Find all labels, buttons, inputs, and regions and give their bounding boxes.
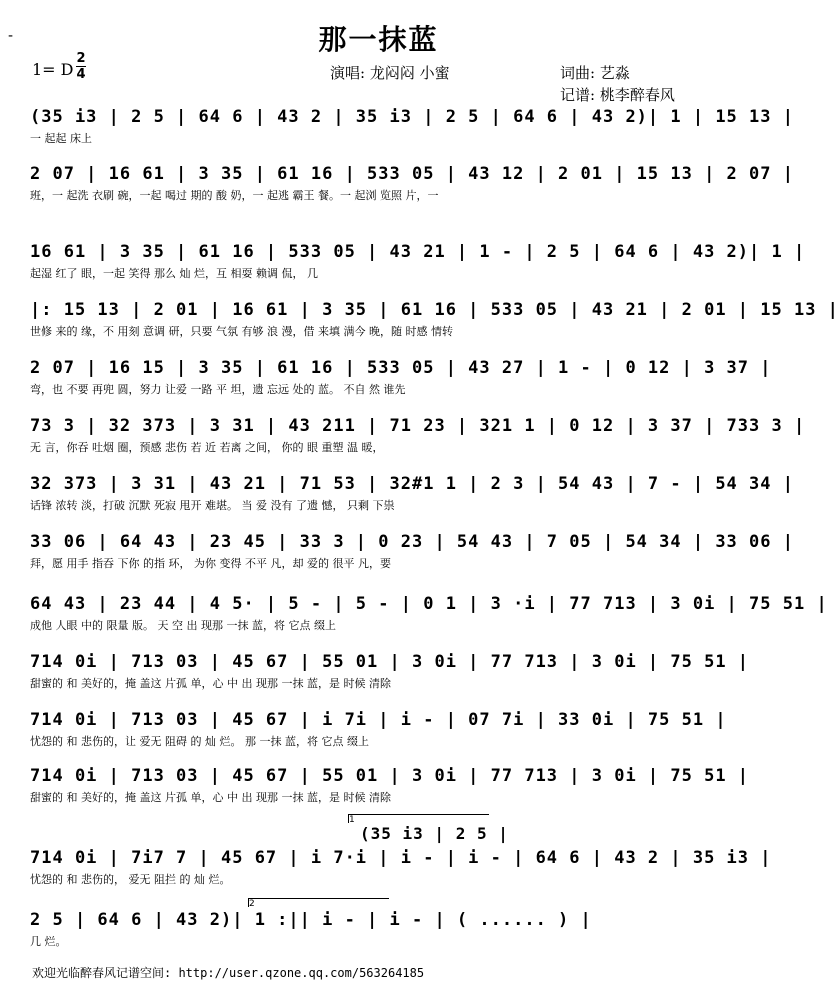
- singers-credit: 演唱: 龙闷闷 小蜜: [330, 64, 450, 82]
- notation-row: 16 61 | 3 35 | 61 16 | 533 05 | 43 21 | 1 - | 2 5 | 64 6 | 43 2)| 1 |: [30, 242, 806, 262]
- lyric-row: 无 言，你吞 吐烟 圈，预感 悲伤 若 近 若离 之间， 你的 眼 重塑 温 暖，: [30, 441, 384, 454]
- lyric-row: 忧怨的 和 悲伤的，让 爱无 阻碍 的 灿 烂。 那 一抹 蓝，将 它点 缀上: [30, 735, 369, 748]
- lyric-row: 弯，也 不要 再兜 圆，努力 让爱 一路 平 坦，遗 忘远 处的 蓝。 不自 然 谁先: [30, 383, 406, 396]
- notation-row: 714 0i | 7i7 7 | 45 67 | i 7·i | i - | i - | 64 6 | 43 2 | 35 i3 |: [30, 848, 772, 868]
- transcriber-credit: 记谱: 桃李醉春风: [560, 86, 675, 104]
- notation-row: 73 3 | 32 373 | 3 31 | 43 211 | 71 23 | 321 1 | 0 12 | 3 37 | 733 3 |: [30, 416, 806, 436]
- notation-row: 32 373 | 3 31 | 43 21 | 71 53 | 32#1 1 | 2 3 | 54 43 | 7 - | 54 34 |: [30, 474, 794, 494]
- notation-row: 2 07 | 16 15 | 3 35 | 61 16 | 533 05 | 43 27 | 1 - | 0 12 | 3 37 |: [30, 358, 772, 378]
- margin-dash: -: [8, 28, 14, 44]
- footer-link[interactable]: 欢迎光临醉春风记谱空间: http://user.qzone.qq.com/563264185: [32, 966, 425, 980]
- notation-row: 64 43 | 23 44 | 4 5· | 5 - | 5 - | 0 1 | 3 ·i | 77 713 | 3 0i | 75 51 |: [30, 594, 828, 614]
- notation-row: (35 i3 | 2 5 | 64 6 | 43 2 | 35 i3 | 2 5 | 64 6 | 43 2)| 1 | 15 13 |: [30, 107, 794, 127]
- notation-row: |: 15 13 | 2 01 | 16 61 | 3 35 | 61 16 | 533 05 | 43 21 | 2 01 | 15 13 |: [30, 300, 839, 320]
- lyric-row: 世修 来的 缘，不 用刻 意调 研，只要 气氛 有够 浪 漫，借 来填 满今 晚，随 时感 情转: [30, 325, 453, 338]
- lyric-row: 甜蜜的 和 美好的，掩 盖这 片孤 单，心 中 出 现那 一抹 蓝，是 时候 清除: [30, 791, 391, 804]
- key-signature: 1= D: [32, 60, 74, 79]
- lyric-row: 几 烂。: [30, 935, 67, 948]
- time-denominator: 4: [76, 67, 86, 82]
- page-title: 那一抹蓝: [318, 23, 439, 56]
- lyric-row: 话锋 浓转 淡，打破 沉默 死寂 甩开 难堪。 当 爱 没有 了遗 憾， 只剩 下祟: [30, 499, 395, 512]
- time-signature: [76, 52, 86, 81]
- lyric-row: 班，一 起洗 衣刷 碗，一起 喝过 期的 酸 奶，一 起逃 霸王 餐。一 起浏 览照 片，一: [30, 189, 439, 202]
- notation-row: 2 07 | 16 61 | 3 35 | 61 16 | 533 05 | 43 12 | 2 01 | 15 13 | 2 07 |: [30, 164, 794, 184]
- lyric-row: 起湿 红了 眼，一起 笑得 那么 灿 烂，互 相耍 赖调 侃， 几: [30, 267, 318, 280]
- lyric-row: 一 起起 床上: [30, 132, 92, 145]
- notation-row: 714 0i | 713 03 | 45 67 | 55 01 | 3 0i | 77 713 | 3 0i | 75 51 |: [30, 766, 750, 786]
- composer-credit: 词曲: 艺淼: [560, 64, 630, 82]
- time-numerator: 2: [76, 51, 86, 66]
- first-ending-bracket: 1: [348, 814, 489, 823]
- notation-row: 33 06 | 64 43 | 23 45 | 33 3 | 0 23 | 54 43 | 7 05 | 54 34 | 33 06 |: [30, 532, 794, 552]
- notation-row: 2 5 | 64 6 | 43 2)| 1 :|| i - | i - | ( ...... ) |: [30, 910, 592, 930]
- lyric-row: 成他 人眼 中的 限量 版。 天 空 出 现那 一抹 蓝，将 它点 缀上: [30, 619, 336, 632]
- second-ending-bracket: 2: [248, 898, 389, 907]
- lyric-row: 拜，愿 用手 指吞 下你 的指 环， 为你 变得 不平 凡，却 爱的 很平 凡，要: [30, 557, 391, 570]
- notation-row: 714 0i | 713 03 | 45 67 | i 7i | i - | 07 7i | 33 0i | 75 51 |: [30, 710, 727, 730]
- lyric-row: 甜蜜的 和 美好的，掩 盖这 片孤 单，心 中 出 现那 一抹 蓝，是 时候 清除: [30, 677, 391, 690]
- notation-row: 714 0i | 713 03 | 45 67 | 55 01 | 3 0i | 77 713 | 3 0i | 75 51 |: [30, 652, 750, 672]
- first-ending-notes: (35 i3 | 2 5 |: [360, 824, 509, 843]
- lyric-row: 忧怨的 和 悲伤的， 爱无 阻拦 的 灿 烂。: [30, 873, 231, 886]
